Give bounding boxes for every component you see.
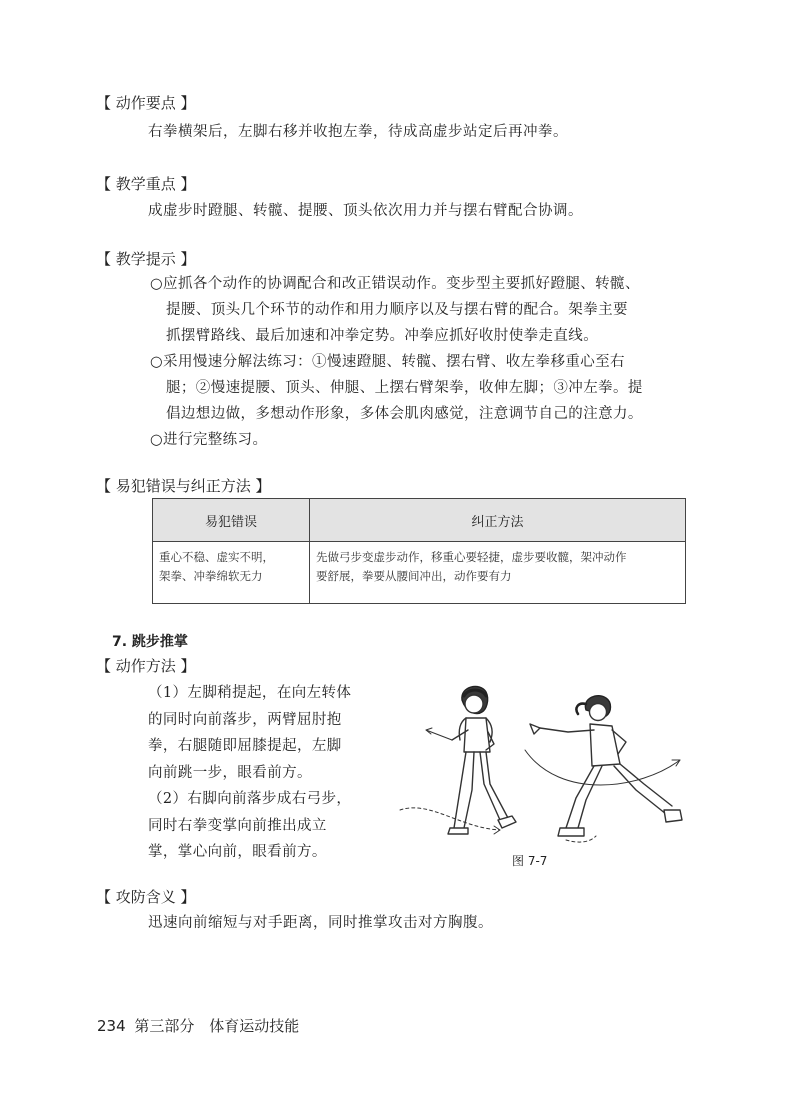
heading-teaching-focus: 【 教学重点 】 (96, 175, 196, 193)
tips-line: 提腰、顶头几个环节的动作和用力顺序以及与摆右臂的配合。架拳主要 (166, 302, 628, 318)
chapter-title: 体育运动技能 (209, 1017, 300, 1035)
section-title-jump-palm: 7. 跳步推掌 (112, 634, 188, 650)
attack-defense-text: 迅速向前缩短与对手距离，同时推掌攻击对方胸腹。 (148, 915, 493, 931)
fix-cell-line: 要舒展，拳要从腰间冲出，动作要有力 (316, 569, 512, 583)
fix-cell (310, 542, 686, 604)
table-header-error: 易犯错误 (153, 499, 310, 542)
figure-bow-stance (525, 696, 682, 842)
action-points-text: 右拳横架后，左脚右移并收抱左拳，待成高虚步站定后再冲拳。 (148, 124, 568, 140)
heading-common-errors: 【 易犯错误与纠正方法 】 (96, 477, 271, 495)
figure-caption: 图 7-7 (512, 854, 548, 868)
method-line: 同时右拳变掌向前推出成立 (148, 817, 327, 834)
method-text (148, 680, 351, 866)
page-footer (97, 1015, 299, 1036)
method-line: 的同时向前落步，两臂屈肘抱 (148, 711, 342, 728)
table-header-fix: 纠正方法 (310, 499, 686, 542)
tips-line: ○采用慢速分解法练习：①慢速蹬腿、转髋、摆右臂、收左拳移重心至右 (150, 354, 625, 370)
method-line: （2）右脚向前落步成右弓步， (148, 791, 352, 807)
teaching-focus-text: 成虚步时蹬腿、转髋、提腰、顶头依次用力并与摆右臂配合协调。 (148, 203, 583, 219)
table-row (153, 542, 686, 604)
figure-jump-palm-illustration (390, 680, 695, 855)
tips-line: 倡边想边做，多想动作形象，多体会肌肉感觉，注意调节自己的注意力。 (166, 406, 643, 422)
part-label: 第三部分 (134, 1017, 195, 1035)
error-cell (153, 542, 310, 604)
heading-action-points: 【 动作要点 】 (96, 94, 196, 112)
tips-line: ○应抓各个动作的协调配合和改正错误动作。变步型主要抓好蹬腿、转髋、 (150, 276, 640, 292)
heading-attack-defense: 【 攻防含义 】 (96, 888, 196, 906)
method-line: 掌，掌心向前，眼看前方。 (148, 844, 327, 860)
errors-table (152, 498, 686, 604)
teaching-tips-list (150, 271, 643, 453)
fix-cell-line: 先做弓步变虚步动作，移重心要轻捷，虚步要收髋，架冲动作 (316, 550, 627, 564)
page-number: 234 (97, 1017, 126, 1035)
heading-action-method: 【 动作方法 】 (96, 657, 196, 675)
table-header-row (153, 499, 686, 542)
method-line: 向前跳一步，眼看前方。 (148, 764, 312, 781)
tips-line: 腿；②慢速提腰、顶头、伸腿、上摆右臂架拳，收伸左脚；③冲左拳。提 (166, 380, 643, 396)
method-line: （1）左脚稍提起，在向左转体 (148, 685, 352, 701)
figure-standing (400, 686, 516, 834)
tips-line: ○进行完整练习。 (150, 432, 268, 448)
method-line: 拳，右腿随即屈膝提起，左脚 (148, 738, 342, 754)
error-cell-line: 重心不稳、虚实不明， (159, 550, 274, 564)
tips-line: 抓摆臂路线、最后加速和冲拳定势。冲拳应抓好收肘使拳走直线。 (166, 328, 599, 344)
heading-teaching-tips: 【 教学提示 】 (96, 250, 196, 268)
error-cell-line: 架拳、冲拳绵软无力 (159, 569, 263, 583)
